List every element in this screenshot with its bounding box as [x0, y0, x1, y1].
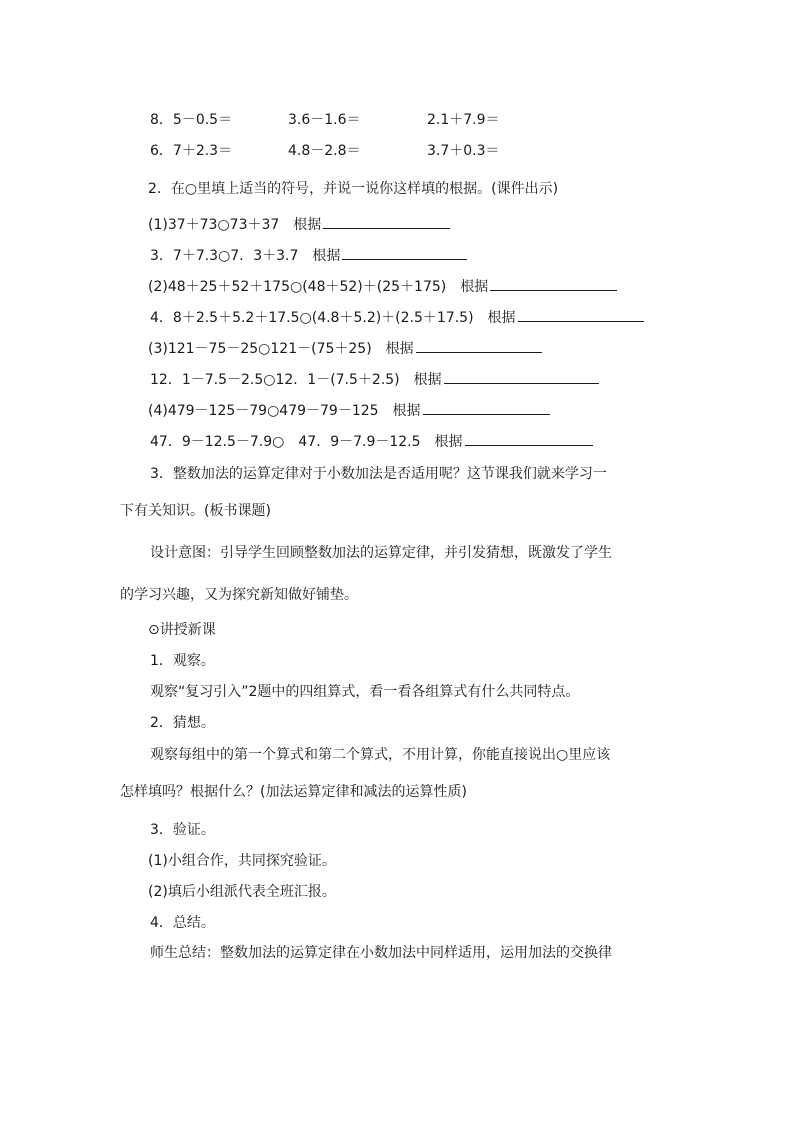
answer-blank	[342, 245, 467, 260]
review-expr-2-2: 4.8－2.8＝	[288, 143, 361, 159]
task2-item-expression: (4)479－125－79○479－79－125 根据	[148, 403, 421, 419]
task2-item	[150, 431, 593, 452]
step-text-summary: 师生总结：整数加法的运算定律在小数加法中同样适用，运用加法的交换律	[150, 945, 612, 961]
task2-item-expression: 47．9－12.5－7.9○ 47．9－7.9－12.5 根据	[150, 434, 463, 450]
task2-item-expression: (1)37＋73○73＋37 根据	[148, 217, 322, 233]
step-title-guess: 2．猜想。	[150, 715, 215, 731]
review-expr-1-3: 2.1＋7.9＝	[427, 112, 500, 128]
answer-blank	[490, 276, 617, 291]
answer-blank	[416, 338, 542, 353]
design-intent-line-1: 设计意图：引导学生回顾整数加法的运算定律，并引发猜想，既激发了学生	[150, 545, 612, 561]
review-expr-2-3: 3.7＋0.3＝	[427, 143, 500, 159]
review-expr-2-1: 6．7＋2.3＝	[150, 143, 233, 159]
step-title-summary: 4．总结。	[150, 915, 215, 931]
verify-item-2: (2)填后小组派代表全班汇报。	[148, 884, 336, 900]
task2-item-expression: (2)48＋25＋52＋175○(48＋52)＋(25＋175) 根据	[148, 279, 489, 295]
task2-item-expression: (3)121－75－25○121－(75＋25) 根据	[148, 341, 414, 357]
task2-item	[148, 214, 450, 235]
task2-item	[148, 400, 550, 421]
step-title-verify: 3．验证。	[150, 822, 215, 838]
design-intent-line-2: 的学习兴趣，又为探究新知做好铺垫。	[120, 587, 358, 603]
answer-blank	[444, 369, 599, 384]
task2-item-expression: 12．1－7.5－2.5○12．1－(7.5＋2.5) 根据	[150, 372, 442, 388]
section-heading: ⊙讲授新课	[148, 622, 216, 638]
step-text-observe: 观察“复习引入”2题中的四组算式，看一看各组算式有什么共同特点。	[150, 684, 580, 700]
step-text-guess-line-2: 怎样填吗？根据什么？(加法运算定律和减法的运算性质)	[120, 784, 467, 800]
review-expr-1-2: 3.6－1.6＝	[288, 112, 361, 128]
review-expr-1-1: 8．5－0.5＝	[150, 112, 233, 128]
verify-item-1: (1)小组合作，共同探究验证。	[148, 853, 336, 869]
task2-item	[150, 307, 644, 328]
task3-line-2: 下有关知识。(板书课题)	[120, 503, 271, 519]
task2-item-expression: 4．8＋2.5＋5.2＋17.5○(4.8＋5.2)＋(2.5＋17.5) 根据	[150, 310, 516, 326]
answer-blank	[518, 307, 644, 322]
task2-item	[150, 369, 599, 390]
task2-item	[150, 245, 467, 266]
step-text-guess-line-1: 观察每组中的第一个算式和第二个算式，不用计算，你能直接说出○里应该	[150, 747, 611, 763]
answer-blank	[465, 431, 593, 446]
answer-blank	[323, 214, 450, 229]
task2-item	[148, 338, 542, 359]
task2-item-expression: 3．7＋7.3○7．3＋3.7 根据	[150, 248, 341, 264]
task2-instruction: 2．在○里填上适当的符号，并说一说你这样填的根据。(课件出示)	[148, 181, 559, 197]
step-title-observe: 1．观察。	[150, 653, 215, 669]
answer-blank	[423, 400, 550, 415]
task3-line-1: 3．整数加法的运算定律对于小数加法是否适用呢？这节课我们就来学习一	[150, 466, 607, 482]
task2-item	[148, 276, 617, 297]
